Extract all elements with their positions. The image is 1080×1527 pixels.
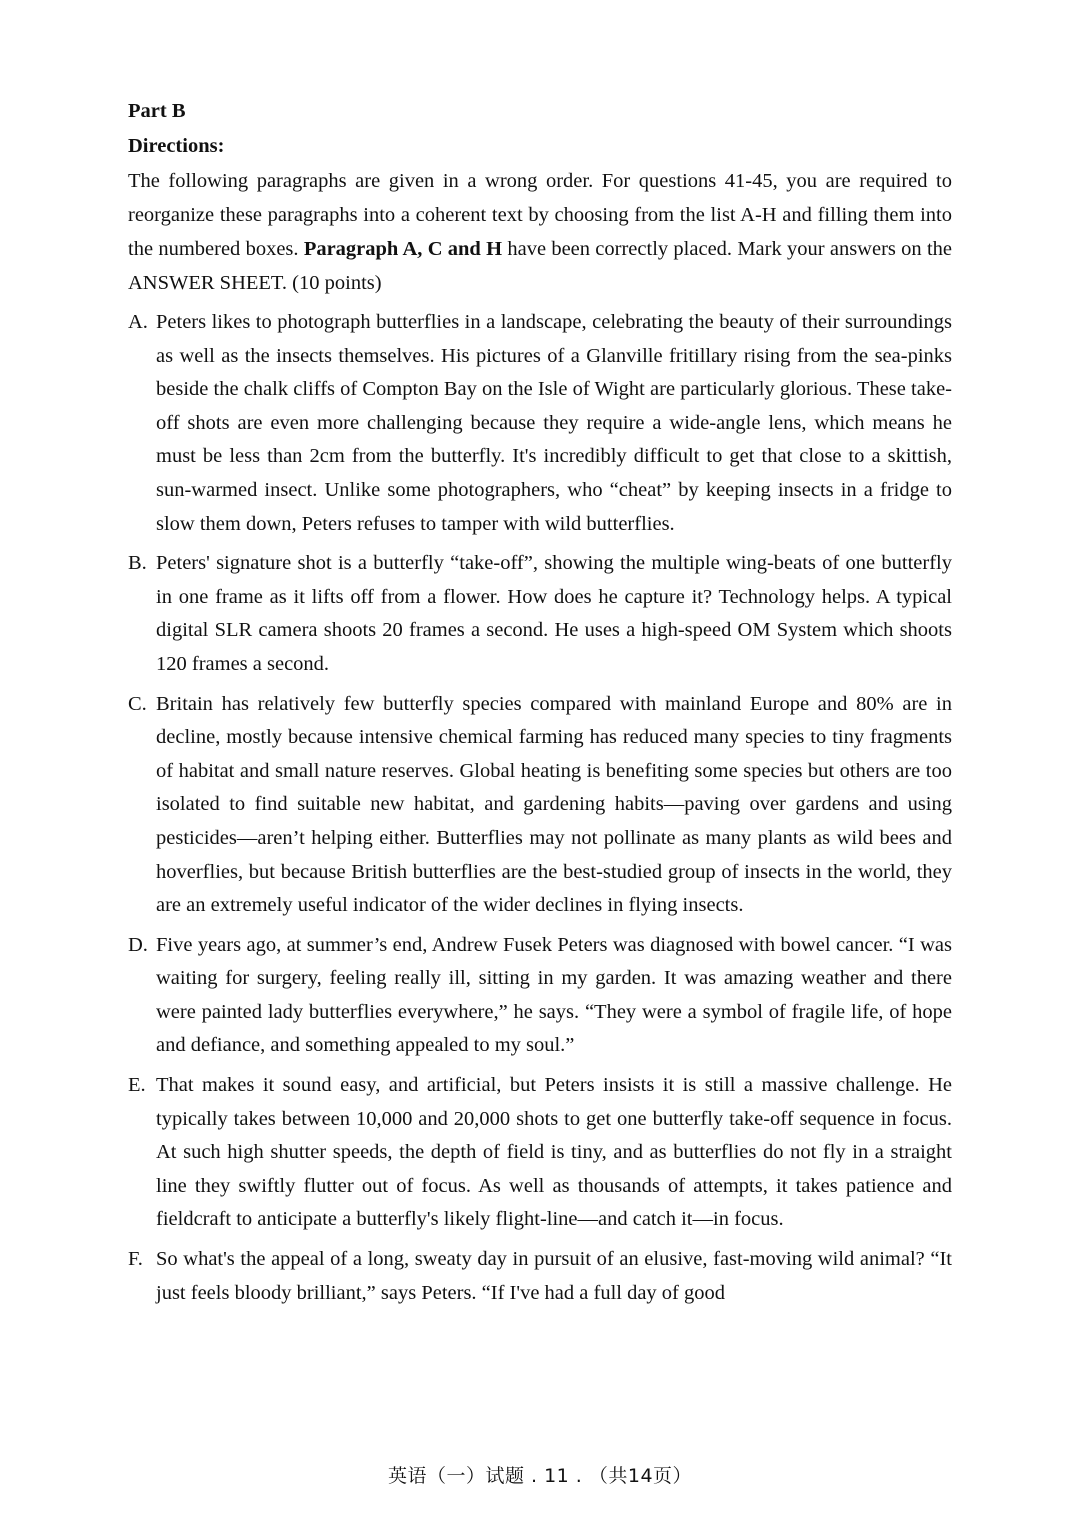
paragraph-text: That makes it sound easy, and artificial, but Peters insists it is still a massive challenge. He typically takes between 10,000 and 20,000 shots to get one butterfly take-off sequence in focus. At such high shutter speeds, the depth of field is tiny, and as butterflies do not fly in a straight line they swiftly flutter out of focus. As well as thousands of attempts, it takes patience and fieldcraft to anticipate a butterfly's likely flight-line—and catch it—in focus. bbox=[156, 1074, 952, 1231]
paragraph-text: So what's the appeal of a long, sweaty day in pursuit of an elusive, fast-moving wild animal? “It just feels bloody brilliant,” says Peters. “If I've had a full day of good bbox=[156, 1248, 952, 1304]
paragraph-d bbox=[128, 929, 952, 1063]
paragraph-c bbox=[128, 688, 952, 923]
directions-bold-text: Paragraph A, C and H bbox=[303, 238, 503, 260]
page-footer: 英语（一）试题 . 11 . （共14页） bbox=[387, 1465, 693, 1487]
paragraph-a bbox=[128, 306, 952, 541]
paragraph-letter: F. bbox=[128, 1248, 143, 1271]
paragraph-letter: D. bbox=[128, 933, 148, 956]
part-title: Part B bbox=[128, 100, 186, 122]
directions-text bbox=[128, 164, 952, 300]
paragraph-text: Peters' signature shot is a butterfly “take-off”, showing the multiple wing-beats of one butterfly in one frame as it lifts off from a flower. How does he capture it? Technology helps. A typical digital SLR camera shoots 20 frames a second. He uses a high-speed OM System which shoots 120 frames a second. bbox=[156, 552, 952, 675]
paragraph-letter: C. bbox=[128, 692, 147, 715]
directions-label: Directions: bbox=[128, 135, 225, 157]
exam-page-content bbox=[128, 94, 952, 1310]
paragraph-b bbox=[128, 547, 952, 681]
paragraph-f bbox=[128, 1243, 952, 1310]
paragraph-letter: A. bbox=[128, 311, 148, 333]
paragraph-letter: B. bbox=[128, 552, 147, 575]
paragraph-text: Peters likes to photograph butterflies in a landscape, celebrating the beauty of their surroundings as well as the insects themselves. His pictures of a Glanville fritillary rising from the sea-pinks beside the chalk cliffs of Compton Bay on the Isle of Wight are particularly glorious. These take-off shots are even more challenging because they require a wide-angle lens, which means he must be less than 2cm from the butterfly. It's incredibly difficult to get that close to a skittish, sun-warmed insect. Unlike some photographers, who “cheat” by keeping insects in a fridge to slow them down, Peters refuses to tamper with wild butterflies. bbox=[156, 311, 952, 535]
paragraph-text: Five years ago, at summer’s end, Andrew Fusek Peters was diagnosed with bowel cancer. “I was waiting for surgery, feeling really ill, sitting in my garden. It was amazing weather and there were painted lady butterflies everywhere,” he says. “They were a symbol of fragile life, of hope and defiance, and something appealed to my soul.” bbox=[156, 933, 952, 1057]
paragraph-letter: E. bbox=[128, 1074, 146, 1097]
paragraph-e bbox=[128, 1069, 952, 1237]
paragraph-text: Britain has relatively few butterfly species compared with mainland Europe and 80% are in decline, mostly because intensive chemical farming has reduced many species to tiny fragments of habitat and small nature reserves. Global heating is benefiting some species but others are too isolated to find suitable new habitat, and gardening habits—paving over gardens and using pesticides—aren’t helping either. Butterflies may not pollinate as many plants as wild bees and hoverflies, but because British butterflies are the best-studied group of insects in the world, they are an extremely useful indicator of the wider declines in flying insects. bbox=[156, 692, 952, 917]
directions-text-before: The following paragraphs are given in a wrong order. For questions 41-45, you are required to reorganize these paragraphs into a coherent text by choosing from the list A-H and filling them into the numbered boxes. bbox=[128, 170, 952, 260]
directions-text-after: have been correctly placed. Mark your answers on the ANSWER SHEET. (10 points) bbox=[128, 238, 952, 294]
